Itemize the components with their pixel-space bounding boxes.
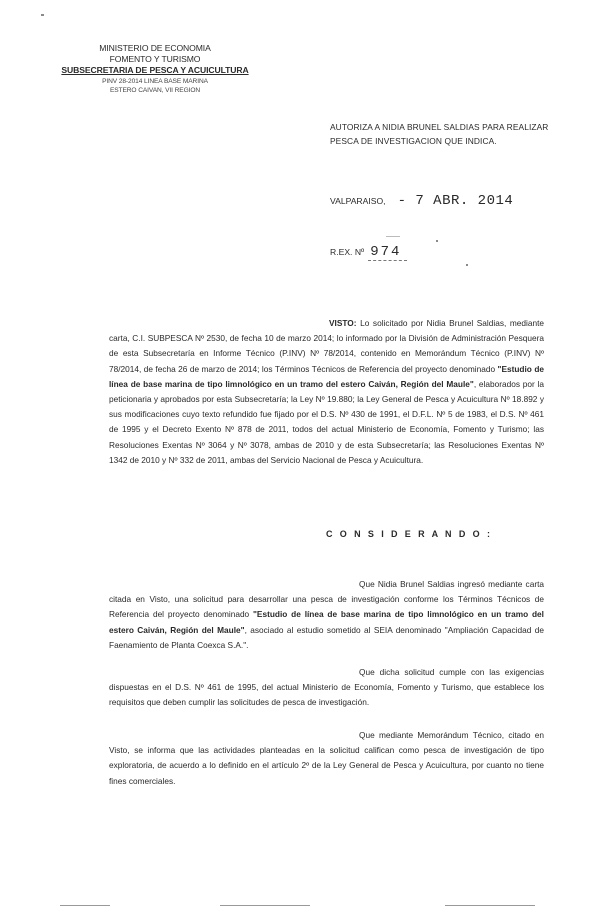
date-stamp: - 7 ABR. 2014 bbox=[397, 193, 514, 209]
scan-speck bbox=[436, 240, 438, 242]
considerando-2 bbox=[109, 665, 544, 711]
considerando-1 bbox=[109, 577, 544, 653]
header-line-fomento: FOMENTO Y TURISMO bbox=[109, 54, 201, 65]
footer-scan-mark bbox=[60, 905, 110, 906]
c3-text: Que mediante Memorándum Técnico, citado en Visto, se informa que las actividades planteadas en la solicitud califican como pesca de investigación de tipo exploratoria, de acuerdo a lo definido en el artículo 2º de la Ley General de Pesca y Acuicultura, por cuanto no tiene fines comerciales. bbox=[109, 730, 544, 786]
footer-scan-mark bbox=[220, 905, 310, 906]
c1-text-a: Que Nidia Brunel Saldias ingresó mediante carta citada en Visto, una solicitud para desarrollar una pesca de investigación conforme los Términos Técnicos de Referencia del proyecto denominado bbox=[109, 579, 544, 620]
header-line-ministry: MINISTERIO DE ECONOMIA bbox=[99, 43, 211, 53]
resolution-number-line bbox=[330, 244, 407, 261]
c1-text-b: , asociado al estudio sometido al SEIA denominado "Ampliación Capacidad de Faenamiento de Planta Coexca S.A.". bbox=[109, 624, 544, 650]
considerando-heading: C O N S I D E R A N D O : bbox=[326, 529, 493, 539]
header-line-location: ESTERO CAIVAN, VII REGION bbox=[109, 87, 201, 95]
rex-label: R.EX. Nº bbox=[330, 247, 365, 257]
scan-speck bbox=[466, 264, 468, 266]
considerando-3 bbox=[109, 728, 544, 789]
c1-project-title: "Estudio de línea de base marina de tipo limnológico en un tramo del estero Caiván, Región del Maule" bbox=[109, 609, 544, 635]
header-line-reference: PINV 28-2014 LINEA BASE MARINA bbox=[102, 77, 208, 85]
visto-text-2: , elaborados por la peticionaria y aprobados por esta Subsecretaría; la Ley Nº 19.880; la Ley General de Pesca y Acuicultura Nº 18.892 y sus modificaciones cuyo texto refundido fue fijado por el D.S. Nº 430 de 1991, el D.F.L. Nº 5 de 1983, el D.S. Nº 461 de 1995 y el Decreto Exento Nº 878 de 2011, todos del actual Ministerio de Economía, Fomento y Turismo; las Resoluciones Exentas Nº 3064 y Nº 3078, ambas de 2010 y de esta Subsecretaría; las Resoluciones Exentas Nº 1342 de 2010 y Nº 332 de 2011, ambas del Servicio Nacional de Pesca y Acuicultura. bbox=[109, 378, 544, 465]
rex-number: 974 bbox=[368, 244, 407, 261]
place-label: VALPARAISO, bbox=[330, 196, 386, 206]
place-date-line bbox=[330, 193, 513, 209]
visto-paragraph bbox=[109, 316, 544, 468]
resolution-subject: AUTORIZA A NIDIA BRUNEL SALDIAS PARA REALIZAR PESCA DE INVESTIGACION QUE INDICA. bbox=[330, 122, 549, 146]
ministry-header bbox=[60, 43, 250, 96]
scan-speck bbox=[386, 236, 400, 237]
visto-label: VISTO: bbox=[329, 318, 357, 328]
scan-speck bbox=[41, 14, 44, 16]
footer-scan-mark bbox=[445, 905, 535, 906]
visto-text-1: Lo solicitado por Nidia Brunel Saldias, mediante carta, C.I. SUBPESCA Nº 2530, de fecha 10 de marzo 2014; lo informado por la División de Administración Pesquera de esta Subsecretaría en Informe Técnico (P.INV) Nº 78/2014, contenido en Memorándum Técnico (P.INV) Nº 78/2014, de fecha 26 de marzo de 2014; los Términos Técnicos de Referencia del proyecto denominado bbox=[109, 318, 544, 374]
header-line-subsecretaria: SUBSECRETARIA DE PESCA Y ACUICULTURA bbox=[61, 65, 249, 76]
visto-project-title: "Estudio de línea de base marina de tipo limnológico en un tramo del estero Caiván, Región del Maule" bbox=[109, 363, 545, 389]
c2-text: Que dicha solicitud cumple con las exigencias dispuestas en el D.S. Nº 461 de 1995, del actual Ministerio de Economía, Fomento y Turismo, que establece los requisitos que deben cumplir las solicitudes de pesca de investigación. bbox=[109, 667, 544, 708]
